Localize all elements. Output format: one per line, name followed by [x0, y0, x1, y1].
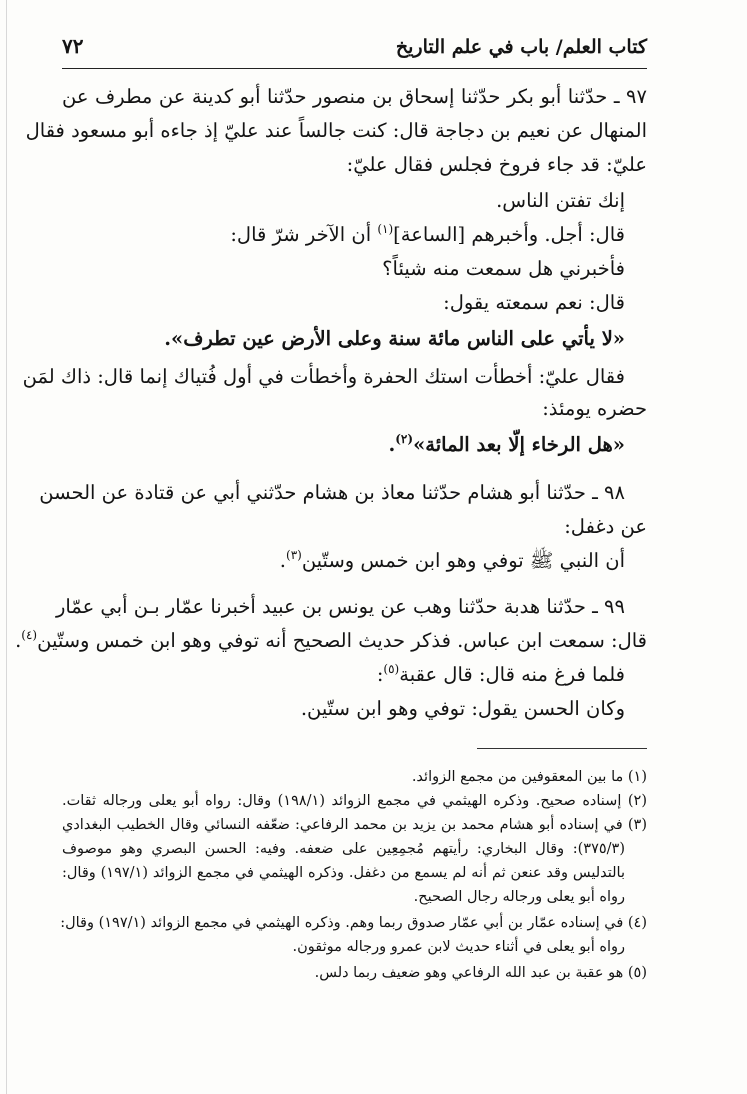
- hadith-98-line-1: ٩٨ ـ حدّثنا أبو هشام حدّثنا معاذ بن هشام حدّثني أبي عن قتادة عن الحسن: [39, 481, 625, 504]
- page-number: ٧٢: [62, 34, 84, 58]
- footnote-3-line-3: بالتدليس وقد عنعن ثم أنه لم يسمع من دغفل. وذكره الهيثمي في مجمع الزوائد (١٩٧/١) وقال:: [62, 865, 625, 881]
- footnote-ref-2: (٢): [395, 432, 414, 446]
- footnote-separator: [477, 748, 647, 749]
- hadith-97-line-5: قال: أجل. وأخبرهم [الساعة]$^{(١)}$ أن الآخر شرّ قال:: [230, 222, 625, 246]
- footnote-ref-4: (٤): [21, 628, 38, 642]
- running-header: [62, 28, 647, 68]
- hadith-98-line-2: عن دغفل:: [564, 515, 647, 538]
- hadith-98-line-3: أن النبي ﷺ توفي وهو ابن خمس وستّين$^{(٣)}$.: [279, 548, 625, 572]
- footnote-3-line-4: رواه أبو يعلى ورجاله رجال الصحيح.: [413, 889, 625, 905]
- hadith-97-line-6: فأخبرني هل سمعت منه شيئاً؟: [382, 257, 625, 280]
- hadith-97-quote-2: «هل الرخاء إلّا بعد المائة»$^{(٢)}$.: [388, 432, 625, 456]
- hadith-97-line-1: ٩٧ ـ حدّثنا أبو بكر حدّثنا إسحاق بن منصور حدّثنا أبو كدينة عن مطرف عن: [62, 85, 647, 108]
- footnote-2: (٢) إسناده صحيح. وذكره الهيثمي في مجمع الزوائد (١٩٨/١) وقال: رواه أبو يعلى ورجاله ثقات.: [62, 793, 647, 809]
- hadith-97-quote-1: «لا يأتي على الناس مائة سنة وعلى الأرض عين تطرف».: [164, 327, 625, 350]
- chapter-title: كتاب العلم/ باب في علم التاريخ: [395, 36, 647, 58]
- footnote-3-line-2: (٣٧٥/٣): وقال البخاري: رأيتهم مُجمِعِين على ضعفه. وفيه: الحسن البصري وهو موصوف: [62, 841, 625, 857]
- hadith-97-line-3: عليّ: قد جاء فروخ فجلس فقال عليّ:: [346, 153, 647, 176]
- hadith-99-line-3: فلما فرغ منه قال: قال عقبة$^{(٥)}$:: [376, 662, 625, 686]
- footnote-5: (٥) هو عقبة بن عبد الله الرفاعي وهو ضعيف ربما دلس.: [314, 965, 647, 981]
- page-edge: [6, 0, 7, 1094]
- header-rule: [62, 68, 647, 69]
- hadith-99-line-2: قال: سمعت ابن عباس. فذكر حديث الصحيح أنه توفي وهو ابن خمس وستّين$^{(٤)}$.: [15, 628, 647, 652]
- footnote-ref-1: (١): [377, 222, 394, 236]
- footnote-ref-3: (٣): [286, 548, 302, 562]
- footnote-3-line-1: (٣) في إسناده أبو هشام محمد بن يزيد بن محمد الرفاعي: ضعّفه النسائي وقال الخطيب البغدادي: [62, 817, 647, 833]
- footnote-1: (١) ما بين المعقوفين من مجمع الزوائد.: [411, 769, 647, 785]
- hadith-99-line-4: وكان الحسن يقول: توفي وهو ابن ستّين.: [300, 697, 625, 720]
- hadith-97-line-2: المنهال عن نعيم بن دجاجة قال: كنت جالساً عند عليّ إذ جاءه أبو مسعود فقال: [25, 119, 647, 142]
- hadith-97-line-10: حضره يومئذ:: [542, 397, 647, 420]
- hadith-97-line-4: إنك تفتن الناس.: [496, 189, 625, 212]
- hadith-99-line-1: ٩٩ ـ حدّثنا هدبة حدّثنا وهب عن يونس بن عبيد أخبرنا عمّار بـن أبي عمّار: [55, 595, 625, 618]
- hadith-97-line-7: قال: نعم سمعته يقول:: [443, 291, 625, 314]
- footnote-ref-5: (٥): [383, 662, 400, 676]
- hadith-97-line-9: فقال عليّ: أخطأت استك الحفرة وأخطأت في أول فُتياك إنما قال: ذاك لمَن: [22, 365, 625, 388]
- footnote-4-line-2: رواه أبو يعلى في أثناء حديث لابن عمرو ورجاله موثقون.: [292, 939, 625, 955]
- footnote-4-line-1: (٤) في إسناده عمّار بن أبي عمّار صدوق ربما وهم. وذكره الهيثمي في مجمع الزوائد (١٩٧/١) وقال:: [60, 915, 647, 931]
